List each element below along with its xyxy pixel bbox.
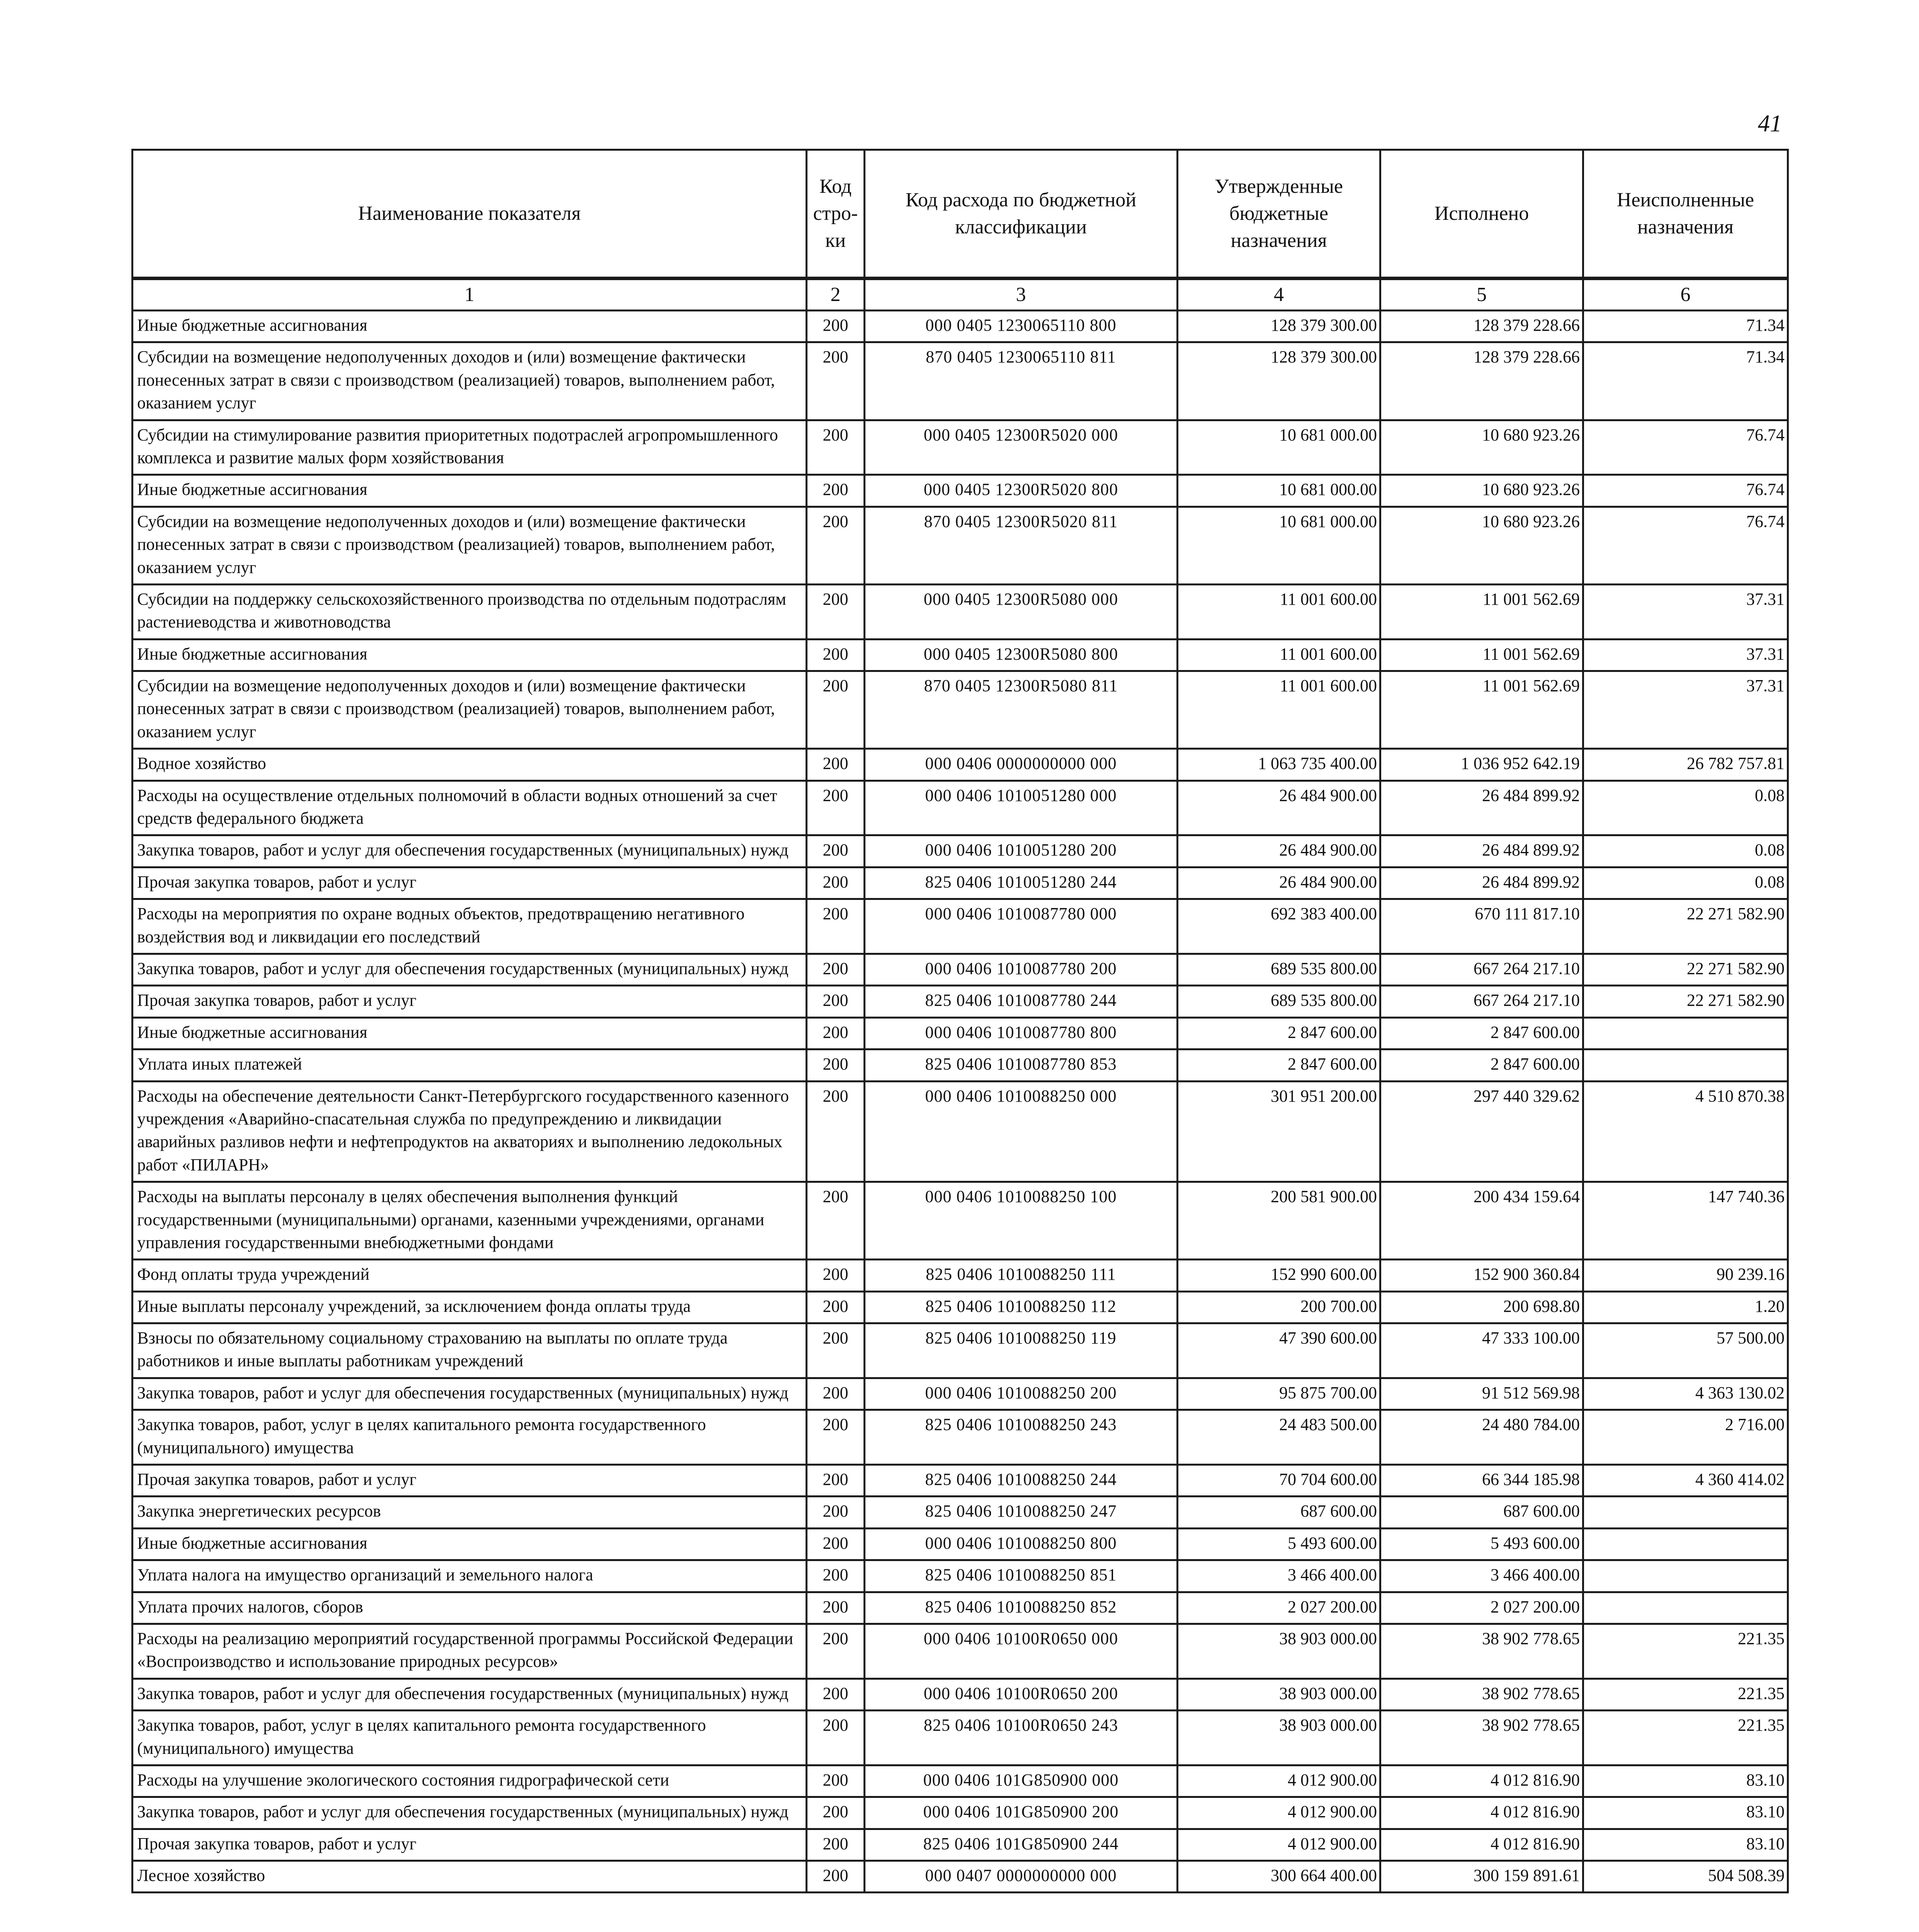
unexecuted-amount-cell: 83.10 <box>1583 1829 1788 1861</box>
table-row <box>133 1017 1788 1049</box>
unexecuted-amount-cell: 2 716.00 <box>1583 1410 1788 1465</box>
budget-code-cell: 825 0406 1010087780 244 <box>865 986 1178 1017</box>
header-indicator-name: Наименование показателя <box>133 150 807 279</box>
approved-amount-cell: 2 027 200.00 <box>1178 1592 1380 1624</box>
executed-amount-cell: 670 111 817.10 <box>1380 899 1583 954</box>
indicator-name-cell: Фонд оплаты труда учреждений <box>133 1260 807 1291</box>
approved-amount-cell: 152 990 600.00 <box>1178 1260 1380 1291</box>
table-row <box>133 1711 1788 1765</box>
line-code-cell: 200 <box>807 1081 865 1182</box>
approved-amount-cell: 10 681 000.00 <box>1178 420 1380 475</box>
executed-amount-cell: 2 847 600.00 <box>1380 1017 1583 1049</box>
budget-code-cell: 825 0406 1010088250 247 <box>865 1497 1178 1528</box>
header-unexecuted-appropriations: Неисполненные назначения <box>1583 150 1788 279</box>
table-row <box>133 1861 1788 1893</box>
unexecuted-amount-cell: 0.08 <box>1583 835 1788 867</box>
executed-amount-cell: 667 264 217.10 <box>1380 954 1583 985</box>
indicator-name-cell: Уплата иных платежей <box>133 1049 807 1081</box>
approved-amount-cell: 200 581 900.00 <box>1178 1182 1380 1260</box>
approved-amount-cell: 4 012 900.00 <box>1178 1797 1380 1829</box>
unexecuted-amount-cell: 221.35 <box>1583 1624 1788 1679</box>
indicator-name-cell: Водное хозяйство <box>133 749 807 781</box>
line-code-cell: 200 <box>807 1711 865 1765</box>
unexecuted-amount-cell: 57 500.00 <box>1583 1323 1788 1378</box>
budget-code-cell: 000 0406 0000000000 000 <box>865 749 1178 781</box>
table-row <box>133 1465 1788 1497</box>
indicator-name-cell: Закупка товаров, работ и услуг для обеспечения государственных (муниципальных) нужд <box>133 954 807 985</box>
unexecuted-amount-cell: 90 239.16 <box>1583 1260 1788 1291</box>
unexecuted-amount-cell: 147 740.36 <box>1583 1182 1788 1260</box>
table-row <box>133 1679 1788 1710</box>
indicator-name-cell: Иные бюджетные ассигнования <box>133 639 807 671</box>
executed-amount-cell: 687 600.00 <box>1380 1497 1583 1528</box>
page-number: 41 <box>1758 111 1782 137</box>
budget-code-cell: 825 0406 1010088250 111 <box>865 1260 1178 1291</box>
approved-amount-cell: 200 700.00 <box>1178 1291 1380 1323</box>
approved-amount-cell: 11 001 600.00 <box>1178 584 1380 639</box>
line-code-cell: 200 <box>807 749 865 781</box>
line-code-cell: 200 <box>807 1323 865 1378</box>
column-number: 2 <box>807 279 865 311</box>
approved-amount-cell: 301 951 200.00 <box>1178 1081 1380 1182</box>
budget-code-cell: 870 0405 12300R5020 811 <box>865 507 1178 584</box>
line-code-cell: 200 <box>807 1465 865 1497</box>
indicator-name-cell: Субсидии на стимулирование развития приоритетных подотраслей агропромышленного комплекса и развитие малых форм хозяйствования <box>133 420 807 475</box>
unexecuted-amount-cell: 4 363 130.02 <box>1583 1378 1788 1410</box>
budget-code-cell: 000 0406 1010088250 800 <box>865 1528 1178 1560</box>
line-code-cell: 200 <box>807 671 865 749</box>
line-code-cell: 200 <box>807 342 865 420</box>
approved-amount-cell: 10 681 000.00 <box>1178 475 1380 507</box>
executed-amount-cell: 4 012 816.90 <box>1380 1797 1583 1829</box>
approved-amount-cell: 4 012 900.00 <box>1178 1829 1380 1861</box>
budget-code-cell: 000 0406 1010088250 000 <box>865 1081 1178 1182</box>
approved-amount-cell: 38 903 000.00 <box>1178 1711 1380 1765</box>
table-row <box>133 639 1788 671</box>
column-number: 5 <box>1380 279 1583 311</box>
approved-amount-cell: 26 484 900.00 <box>1178 867 1380 899</box>
executed-amount-cell: 26 484 899.92 <box>1380 835 1583 867</box>
unexecuted-amount-cell: 0.08 <box>1583 781 1788 835</box>
approved-amount-cell: 4 012 900.00 <box>1178 1765 1380 1797</box>
budget-code-cell: 825 0406 1010087780 853 <box>865 1049 1178 1081</box>
table-row <box>133 420 1788 475</box>
unexecuted-amount-cell: 71.34 <box>1583 342 1788 420</box>
table-row <box>133 749 1788 781</box>
table-row <box>133 781 1788 835</box>
header-line-code: Код стро-ки <box>807 150 865 279</box>
executed-amount-cell: 5 493 600.00 <box>1380 1528 1583 1560</box>
indicator-name-cell: Субсидии на поддержку сельскохозяйственного производства по отдельным подотраслям растениеводства и животноводства <box>133 584 807 639</box>
budget-code-cell: 000 0406 1010087780 200 <box>865 954 1178 985</box>
executed-amount-cell: 3 466 400.00 <box>1380 1560 1583 1592</box>
indicator-name-cell: Закупка товаров, работ и услуг для обеспечения государственных (муниципальных) нужд <box>133 1378 807 1410</box>
line-code-cell: 200 <box>807 1497 865 1528</box>
indicator-name-cell: Уплата налога на имущество организаций и земельного налога <box>133 1560 807 1592</box>
indicator-name-cell: Расходы на реализацию мероприятий государственной программы Российской Федерации «Воспроизводство и использование природных ресурсов» <box>133 1624 807 1679</box>
indicator-name-cell: Закупка товаров, работ и услуг для обеспечения государственных (муниципальных) нужд <box>133 1679 807 1710</box>
column-number: 1 <box>133 279 807 311</box>
indicator-name-cell: Лесное хозяйство <box>133 1861 807 1893</box>
column-number-row <box>133 279 1788 311</box>
executed-amount-cell: 2 847 600.00 <box>1380 1049 1583 1081</box>
unexecuted-amount-cell: 83.10 <box>1583 1797 1788 1829</box>
approved-amount-cell: 26 484 900.00 <box>1178 781 1380 835</box>
unexecuted-amount-cell <box>1583 1528 1788 1560</box>
table-row <box>133 1528 1788 1560</box>
table-header <box>133 150 1788 311</box>
budget-execution-table <box>131 149 1789 1893</box>
budget-code-cell: 000 0406 1010087780 800 <box>865 1017 1178 1049</box>
budget-code-cell: 870 0405 12300R5080 811 <box>865 671 1178 749</box>
budget-code-cell: 000 0405 12300R5020 000 <box>865 420 1178 475</box>
indicator-name-cell: Закупка товаров, работ и услуг для обеспечения государственных (муниципальных) нужд <box>133 835 807 867</box>
table-body <box>133 311 1788 1893</box>
line-code-cell: 200 <box>807 1017 865 1049</box>
approved-amount-cell: 2 847 600.00 <box>1178 1049 1380 1081</box>
table-row <box>133 867 1788 899</box>
indicator-name-cell: Иные бюджетные ассигнования <box>133 475 807 507</box>
column-number: 4 <box>1178 279 1380 311</box>
executed-amount-cell: 10 680 923.26 <box>1380 420 1583 475</box>
indicator-name-cell: Расходы на улучшение экологического состояния гидрографической сети <box>133 1765 807 1797</box>
budget-table-container <box>131 149 1787 1893</box>
approved-amount-cell: 38 903 000.00 <box>1178 1624 1380 1679</box>
approved-amount-cell: 95 875 700.00 <box>1178 1378 1380 1410</box>
approved-amount-cell: 38 903 000.00 <box>1178 1679 1380 1710</box>
approved-amount-cell: 26 484 900.00 <box>1178 835 1380 867</box>
column-number: 6 <box>1583 279 1788 311</box>
line-code-cell: 200 <box>807 835 865 867</box>
executed-amount-cell: 4 012 816.90 <box>1380 1765 1583 1797</box>
budget-code-cell: 825 0406 1010088250 112 <box>865 1291 1178 1323</box>
indicator-name-cell: Субсидии на возмещение недополученных доходов и (или) возмещение фактически понесенных затрат в связи с производством (реализацией) товаров, выполнением работ, оказанием услуг <box>133 507 807 584</box>
table-row <box>133 584 1788 639</box>
unexecuted-amount-cell: 37.31 <box>1583 671 1788 749</box>
indicator-name-cell: Закупка товаров, работ, услуг в целях капитального ремонта государственного (муниципального) имущества <box>133 1711 807 1765</box>
executed-amount-cell: 200 698.80 <box>1380 1291 1583 1323</box>
budget-code-cell: 825 0406 1010051280 244 <box>865 867 1178 899</box>
line-code-cell: 200 <box>807 1679 865 1710</box>
executed-amount-cell: 24 480 784.00 <box>1380 1410 1583 1465</box>
table-row <box>133 899 1788 954</box>
budget-code-cell: 870 0405 1230065110 811 <box>865 342 1178 420</box>
unexecuted-amount-cell: 71.34 <box>1583 311 1788 342</box>
executed-amount-cell: 38 902 778.65 <box>1380 1679 1583 1710</box>
approved-amount-cell: 10 681 000.00 <box>1178 507 1380 584</box>
table-row <box>133 1378 1788 1410</box>
line-code-cell: 200 <box>807 986 865 1017</box>
unexecuted-amount-cell: 22 271 582.90 <box>1583 899 1788 954</box>
executed-amount-cell: 10 680 923.26 <box>1380 507 1583 584</box>
budget-code-cell: 825 0406 10100R0650 243 <box>865 1711 1178 1765</box>
approved-amount-cell: 1 063 735 400.00 <box>1178 749 1380 781</box>
executed-amount-cell: 1 036 952 642.19 <box>1380 749 1583 781</box>
table-row <box>133 1592 1788 1624</box>
approved-amount-cell: 70 704 600.00 <box>1178 1465 1380 1497</box>
approved-amount-cell: 11 001 600.00 <box>1178 671 1380 749</box>
line-code-cell: 200 <box>807 1861 865 1893</box>
line-code-cell: 200 <box>807 1797 865 1829</box>
budget-code-cell: 000 0406 101G850900 200 <box>865 1797 1178 1829</box>
line-code-cell: 200 <box>807 899 865 954</box>
header-approved-appropriations: Утвержденные бюджетные назначения <box>1178 150 1380 279</box>
table-row <box>133 1624 1788 1679</box>
budget-code-cell: 825 0406 101G850900 244 <box>865 1829 1178 1861</box>
executed-amount-cell: 11 001 562.69 <box>1380 584 1583 639</box>
approved-amount-cell: 128 379 300.00 <box>1178 342 1380 420</box>
table-row <box>133 311 1788 342</box>
unexecuted-amount-cell: 4 510 870.38 <box>1583 1081 1788 1182</box>
table-row <box>133 1291 1788 1323</box>
budget-code-cell: 825 0406 1010088250 243 <box>865 1410 1178 1465</box>
line-code-cell: 200 <box>807 584 865 639</box>
unexecuted-amount-cell <box>1583 1049 1788 1081</box>
executed-amount-cell: 10 680 923.26 <box>1380 475 1583 507</box>
table-row <box>133 1182 1788 1260</box>
budget-code-cell: 825 0406 1010088250 244 <box>865 1465 1178 1497</box>
approved-amount-cell: 128 379 300.00 <box>1178 311 1380 342</box>
table-row <box>133 986 1788 1017</box>
line-code-cell: 200 <box>807 507 865 584</box>
unexecuted-amount-cell <box>1583 1497 1788 1528</box>
executed-amount-cell: 26 484 899.92 <box>1380 867 1583 899</box>
budget-code-cell: 000 0405 12300R5080 000 <box>865 584 1178 639</box>
indicator-name-cell: Иные выплаты персоналу учреждений, за исключением фонда оплаты труда <box>133 1291 807 1323</box>
table-row <box>133 1410 1788 1465</box>
budget-code-cell: 000 0405 12300R5080 800 <box>865 639 1178 671</box>
column-number: 3 <box>865 279 1178 311</box>
table-row <box>133 342 1788 420</box>
line-code-cell: 200 <box>807 1829 865 1861</box>
indicator-name-cell: Иные бюджетные ассигнования <box>133 1528 807 1560</box>
table-row <box>133 1497 1788 1528</box>
unexecuted-amount-cell <box>1583 1560 1788 1592</box>
budget-code-cell: 000 0406 10100R0650 000 <box>865 1624 1178 1679</box>
unexecuted-amount-cell: 37.31 <box>1583 584 1788 639</box>
indicator-name-cell: Закупка энергетических ресурсов <box>133 1497 807 1528</box>
budget-code-cell: 000 0406 1010088250 100 <box>865 1182 1178 1260</box>
indicator-name-cell: Расходы на обеспечение деятельности Санкт-Петербургского государственного казенного учреждения «Аварийно-спасательная служба по предупреждению и ликвидации аварийных разливов нефти и нефтепродуктов на акваториях и выполнению ледокольных работ «ПИЛАРН» <box>133 1081 807 1182</box>
line-code-cell: 200 <box>807 954 865 985</box>
table-row <box>133 1797 1788 1829</box>
header-executed: Исполнено <box>1380 150 1583 279</box>
indicator-name-cell: Расходы на выплаты персоналу в целях обеспечения выполнения функций государственными (муниципальными) органами, казенными учреждениями, органами управления государственными внебюджетными фондами <box>133 1182 807 1260</box>
budget-code-cell: 000 0406 101G850900 000 <box>865 1765 1178 1797</box>
executed-amount-cell: 200 434 159.64 <box>1380 1182 1583 1260</box>
line-code-cell: 200 <box>807 475 865 507</box>
table-row <box>133 671 1788 749</box>
budget-code-cell: 000 0405 12300R5020 800 <box>865 475 1178 507</box>
indicator-name-cell: Взносы по обязательному социальному страхованию на выплаты по оплате труда работников и иные выплаты работникам учреждений <box>133 1323 807 1378</box>
budget-code-cell: 000 0407 0000000000 000 <box>865 1861 1178 1893</box>
line-code-cell: 200 <box>807 1410 865 1465</box>
indicator-name-cell: Прочая закупка товаров, работ и услуг <box>133 986 807 1017</box>
line-code-cell: 200 <box>807 867 865 899</box>
unexecuted-amount-cell: 22 271 582.90 <box>1583 986 1788 1017</box>
line-code-cell: 200 <box>807 1291 865 1323</box>
indicator-name-cell: Прочая закупка товаров, работ и услуг <box>133 1829 807 1861</box>
budget-code-cell: 000 0406 1010051280 200 <box>865 835 1178 867</box>
unexecuted-amount-cell: 76.74 <box>1583 507 1788 584</box>
unexecuted-amount-cell: 83.10 <box>1583 1765 1788 1797</box>
table-row <box>133 1260 1788 1291</box>
unexecuted-amount-cell: 76.74 <box>1583 475 1788 507</box>
unexecuted-amount-cell: 4 360 414.02 <box>1583 1465 1788 1497</box>
approved-amount-cell: 692 383 400.00 <box>1178 899 1380 954</box>
table-row <box>133 1081 1788 1182</box>
line-code-cell: 200 <box>807 639 865 671</box>
executed-amount-cell: 128 379 228.66 <box>1380 342 1583 420</box>
unexecuted-amount-cell: 26 782 757.81 <box>1583 749 1788 781</box>
line-code-cell: 200 <box>807 1624 865 1679</box>
executed-amount-cell: 66 344 185.98 <box>1380 1465 1583 1497</box>
budget-code-cell: 825 0406 1010088250 119 <box>865 1323 1178 1378</box>
header-budget-classification-code: Код расхода по бюджетной классификации <box>865 150 1178 279</box>
approved-amount-cell: 687 600.00 <box>1178 1497 1380 1528</box>
executed-amount-cell: 128 379 228.66 <box>1380 311 1583 342</box>
indicator-name-cell: Расходы на осуществление отдельных полномочий в области водных отношений за счет средств федерального бюджета <box>133 781 807 835</box>
table-row <box>133 954 1788 985</box>
line-code-cell: 200 <box>807 1260 865 1291</box>
table-row <box>133 1049 1788 1081</box>
line-code-cell: 200 <box>807 311 865 342</box>
table-row <box>133 1765 1788 1797</box>
line-code-cell: 200 <box>807 1765 865 1797</box>
budget-code-cell: 825 0406 1010088250 851 <box>865 1560 1178 1592</box>
approved-amount-cell: 11 001 600.00 <box>1178 639 1380 671</box>
line-code-cell: 200 <box>807 420 865 475</box>
table-row <box>133 835 1788 867</box>
indicator-name-cell: Субсидии на возмещение недополученных доходов и (или) возмещение фактически понесенных затрат в связи с производством (реализацией) товаров, выполнением работ, оказанием услуг <box>133 671 807 749</box>
approved-amount-cell: 689 535 800.00 <box>1178 986 1380 1017</box>
budget-code-cell: 825 0406 1010088250 852 <box>865 1592 1178 1624</box>
executed-amount-cell: 91 512 569.98 <box>1380 1378 1583 1410</box>
unexecuted-amount-cell: 221.35 <box>1583 1711 1788 1765</box>
budget-code-cell: 000 0406 1010051280 000 <box>865 781 1178 835</box>
executed-amount-cell: 47 333 100.00 <box>1380 1323 1583 1378</box>
executed-amount-cell: 152 900 360.84 <box>1380 1260 1583 1291</box>
line-code-cell: 200 <box>807 1182 865 1260</box>
budget-code-cell: 000 0405 1230065110 800 <box>865 311 1178 342</box>
unexecuted-amount-cell <box>1583 1592 1788 1624</box>
executed-amount-cell: 300 159 891.61 <box>1380 1861 1583 1893</box>
line-code-cell: 200 <box>807 1049 865 1081</box>
indicator-name-cell: Закупка товаров, работ, услуг в целях капитального ремонта государственного (муниципального) имущества <box>133 1410 807 1465</box>
approved-amount-cell: 47 390 600.00 <box>1178 1323 1380 1378</box>
executed-amount-cell: 26 484 899.92 <box>1380 781 1583 835</box>
indicator-name-cell: Иные бюджетные ассигнования <box>133 311 807 342</box>
approved-amount-cell: 24 483 500.00 <box>1178 1410 1380 1465</box>
indicator-name-cell: Закупка товаров, работ и услуг для обеспечения государственных (муниципальных) нужд <box>133 1797 807 1829</box>
indicator-name-cell: Прочая закупка товаров, работ и услуг <box>133 867 807 899</box>
executed-amount-cell: 667 264 217.10 <box>1380 986 1583 1017</box>
table-row <box>133 1560 1788 1592</box>
unexecuted-amount-cell: 221.35 <box>1583 1679 1788 1710</box>
indicator-name-cell: Расходы на мероприятия по охране водных объектов, предотвращению негативного воздействия вод и ликвидации его последствий <box>133 899 807 954</box>
unexecuted-amount-cell: 37.31 <box>1583 639 1788 671</box>
approved-amount-cell: 5 493 600.00 <box>1178 1528 1380 1560</box>
table-row <box>133 507 1788 584</box>
unexecuted-amount-cell: 76.74 <box>1583 420 1788 475</box>
approved-amount-cell: 3 466 400.00 <box>1178 1560 1380 1592</box>
line-code-cell: 200 <box>807 1560 865 1592</box>
budget-code-cell: 000 0406 10100R0650 200 <box>865 1679 1178 1710</box>
unexecuted-amount-cell <box>1583 1017 1788 1049</box>
line-code-cell: 200 <box>807 781 865 835</box>
executed-amount-cell: 11 001 562.69 <box>1380 671 1583 749</box>
executed-amount-cell: 4 012 816.90 <box>1380 1829 1583 1861</box>
indicator-name-cell: Уплата прочих налогов, сборов <box>133 1592 807 1624</box>
indicator-name-cell: Субсидии на возмещение недополученных доходов и (или) возмещение фактически понесенных затрат в связи с производством (реализацией) товаров, выполнением работ, оказанием услуг <box>133 342 807 420</box>
unexecuted-amount-cell: 22 271 582.90 <box>1583 954 1788 985</box>
executed-amount-cell: 11 001 562.69 <box>1380 639 1583 671</box>
executed-amount-cell: 297 440 329.62 <box>1380 1081 1583 1182</box>
table-row <box>133 1323 1788 1378</box>
line-code-cell: 200 <box>807 1592 865 1624</box>
executed-amount-cell: 38 902 778.65 <box>1380 1624 1583 1679</box>
unexecuted-amount-cell: 1.20 <box>1583 1291 1788 1323</box>
unexecuted-amount-cell: 504 508.39 <box>1583 1861 1788 1893</box>
table-row <box>133 1829 1788 1861</box>
executed-amount-cell: 2 027 200.00 <box>1380 1592 1583 1624</box>
header-row <box>133 150 1788 279</box>
approved-amount-cell: 689 535 800.00 <box>1178 954 1380 985</box>
unexecuted-amount-cell: 0.08 <box>1583 867 1788 899</box>
line-code-cell: 200 <box>807 1528 865 1560</box>
indicator-name-cell: Иные бюджетные ассигнования <box>133 1017 807 1049</box>
line-code-cell: 200 <box>807 1378 865 1410</box>
approved-amount-cell: 300 664 400.00 <box>1178 1861 1380 1893</box>
executed-amount-cell: 38 902 778.65 <box>1380 1711 1583 1765</box>
budget-code-cell: 000 0406 1010087780 000 <box>865 899 1178 954</box>
table-row <box>133 475 1788 507</box>
budget-code-cell: 000 0406 1010088250 200 <box>865 1378 1178 1410</box>
indicator-name-cell: Прочая закупка товаров, работ и услуг <box>133 1465 807 1497</box>
approved-amount-cell: 2 847 600.00 <box>1178 1017 1380 1049</box>
